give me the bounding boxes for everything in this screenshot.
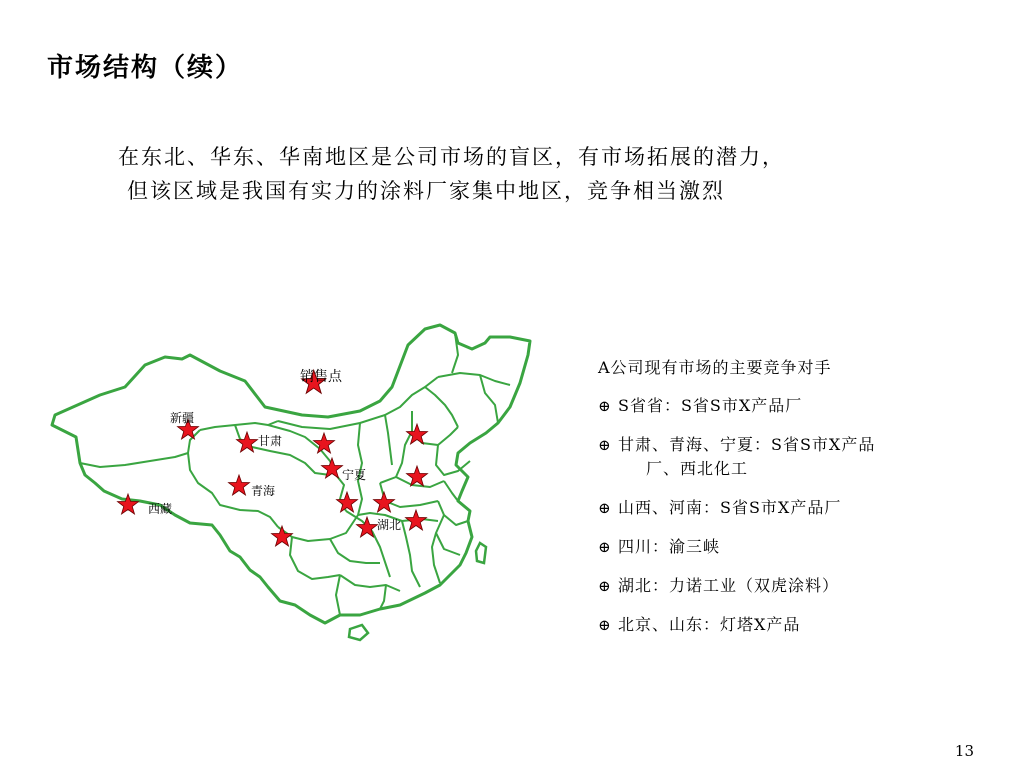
slide-title: 市场结构（续） bbox=[47, 53, 244, 83]
region-label-hubei: 湖北 bbox=[377, 518, 402, 532]
hainan-outline bbox=[349, 625, 368, 640]
bullet-icon: ⊕ bbox=[598, 538, 612, 556]
china-map bbox=[40, 315, 560, 645]
intro-line-2: 但该区域是我国有实力的涂料厂家集中地区，竞争相当激烈 bbox=[127, 179, 725, 203]
region-label-xizang: 西藏 bbox=[148, 502, 173, 516]
bullet-icon: ⊕ bbox=[598, 577, 612, 595]
competitor-text: 厂、西北化工 bbox=[646, 459, 749, 478]
competitor-text: 北京、山东：灯塔X产品 bbox=[618, 615, 801, 634]
competitor-list bbox=[598, 394, 998, 637]
competitor-item bbox=[598, 394, 998, 418]
competitor-text: S省省：S省S市X产品厂 bbox=[618, 396, 803, 415]
intro-line-1: 在东北、华东、华南地区是公司市场的盲区，有市场拓展的潜力， bbox=[118, 145, 785, 169]
region-label-qinghai: 青海 bbox=[251, 484, 276, 498]
taiwan-outline bbox=[476, 543, 486, 563]
legend-label: 销售点 bbox=[300, 369, 342, 385]
competitor-item bbox=[598, 433, 998, 481]
bullet-icon: ⊕ bbox=[598, 436, 612, 454]
competitor-text: 四川：渝三峡 bbox=[618, 537, 721, 556]
competitor-heading: A公司现有市场的主要竞争对手 bbox=[598, 358, 832, 377]
china-map-svg bbox=[40, 315, 560, 645]
bullet-icon: ⊕ bbox=[598, 499, 612, 517]
competitor-text: 甘肃、青海、宁夏：S省S市X产品 bbox=[618, 435, 876, 454]
competitor-text: 山西、河南：S省S市X产品厂 bbox=[618, 498, 842, 517]
region-label-xinjiang: 新疆 bbox=[170, 411, 195, 425]
competitor-item bbox=[598, 574, 998, 598]
competitor-item bbox=[598, 535, 998, 559]
page-number: 13 bbox=[954, 742, 974, 760]
competitor-item bbox=[598, 496, 998, 520]
competitor-text: 湖北：力诺工业（双虎涂料） bbox=[618, 576, 840, 595]
bullet-icon: ⊕ bbox=[598, 616, 612, 634]
region-label-ningxia: 宁夏 bbox=[342, 468, 367, 482]
intro-text bbox=[118, 140, 958, 208]
competitor-item bbox=[598, 613, 998, 637]
bullet-icon: ⊕ bbox=[598, 397, 612, 415]
region-label-gansu: 甘肃 bbox=[258, 434, 283, 448]
china-outline bbox=[52, 325, 530, 623]
competitor-panel bbox=[598, 356, 998, 652]
